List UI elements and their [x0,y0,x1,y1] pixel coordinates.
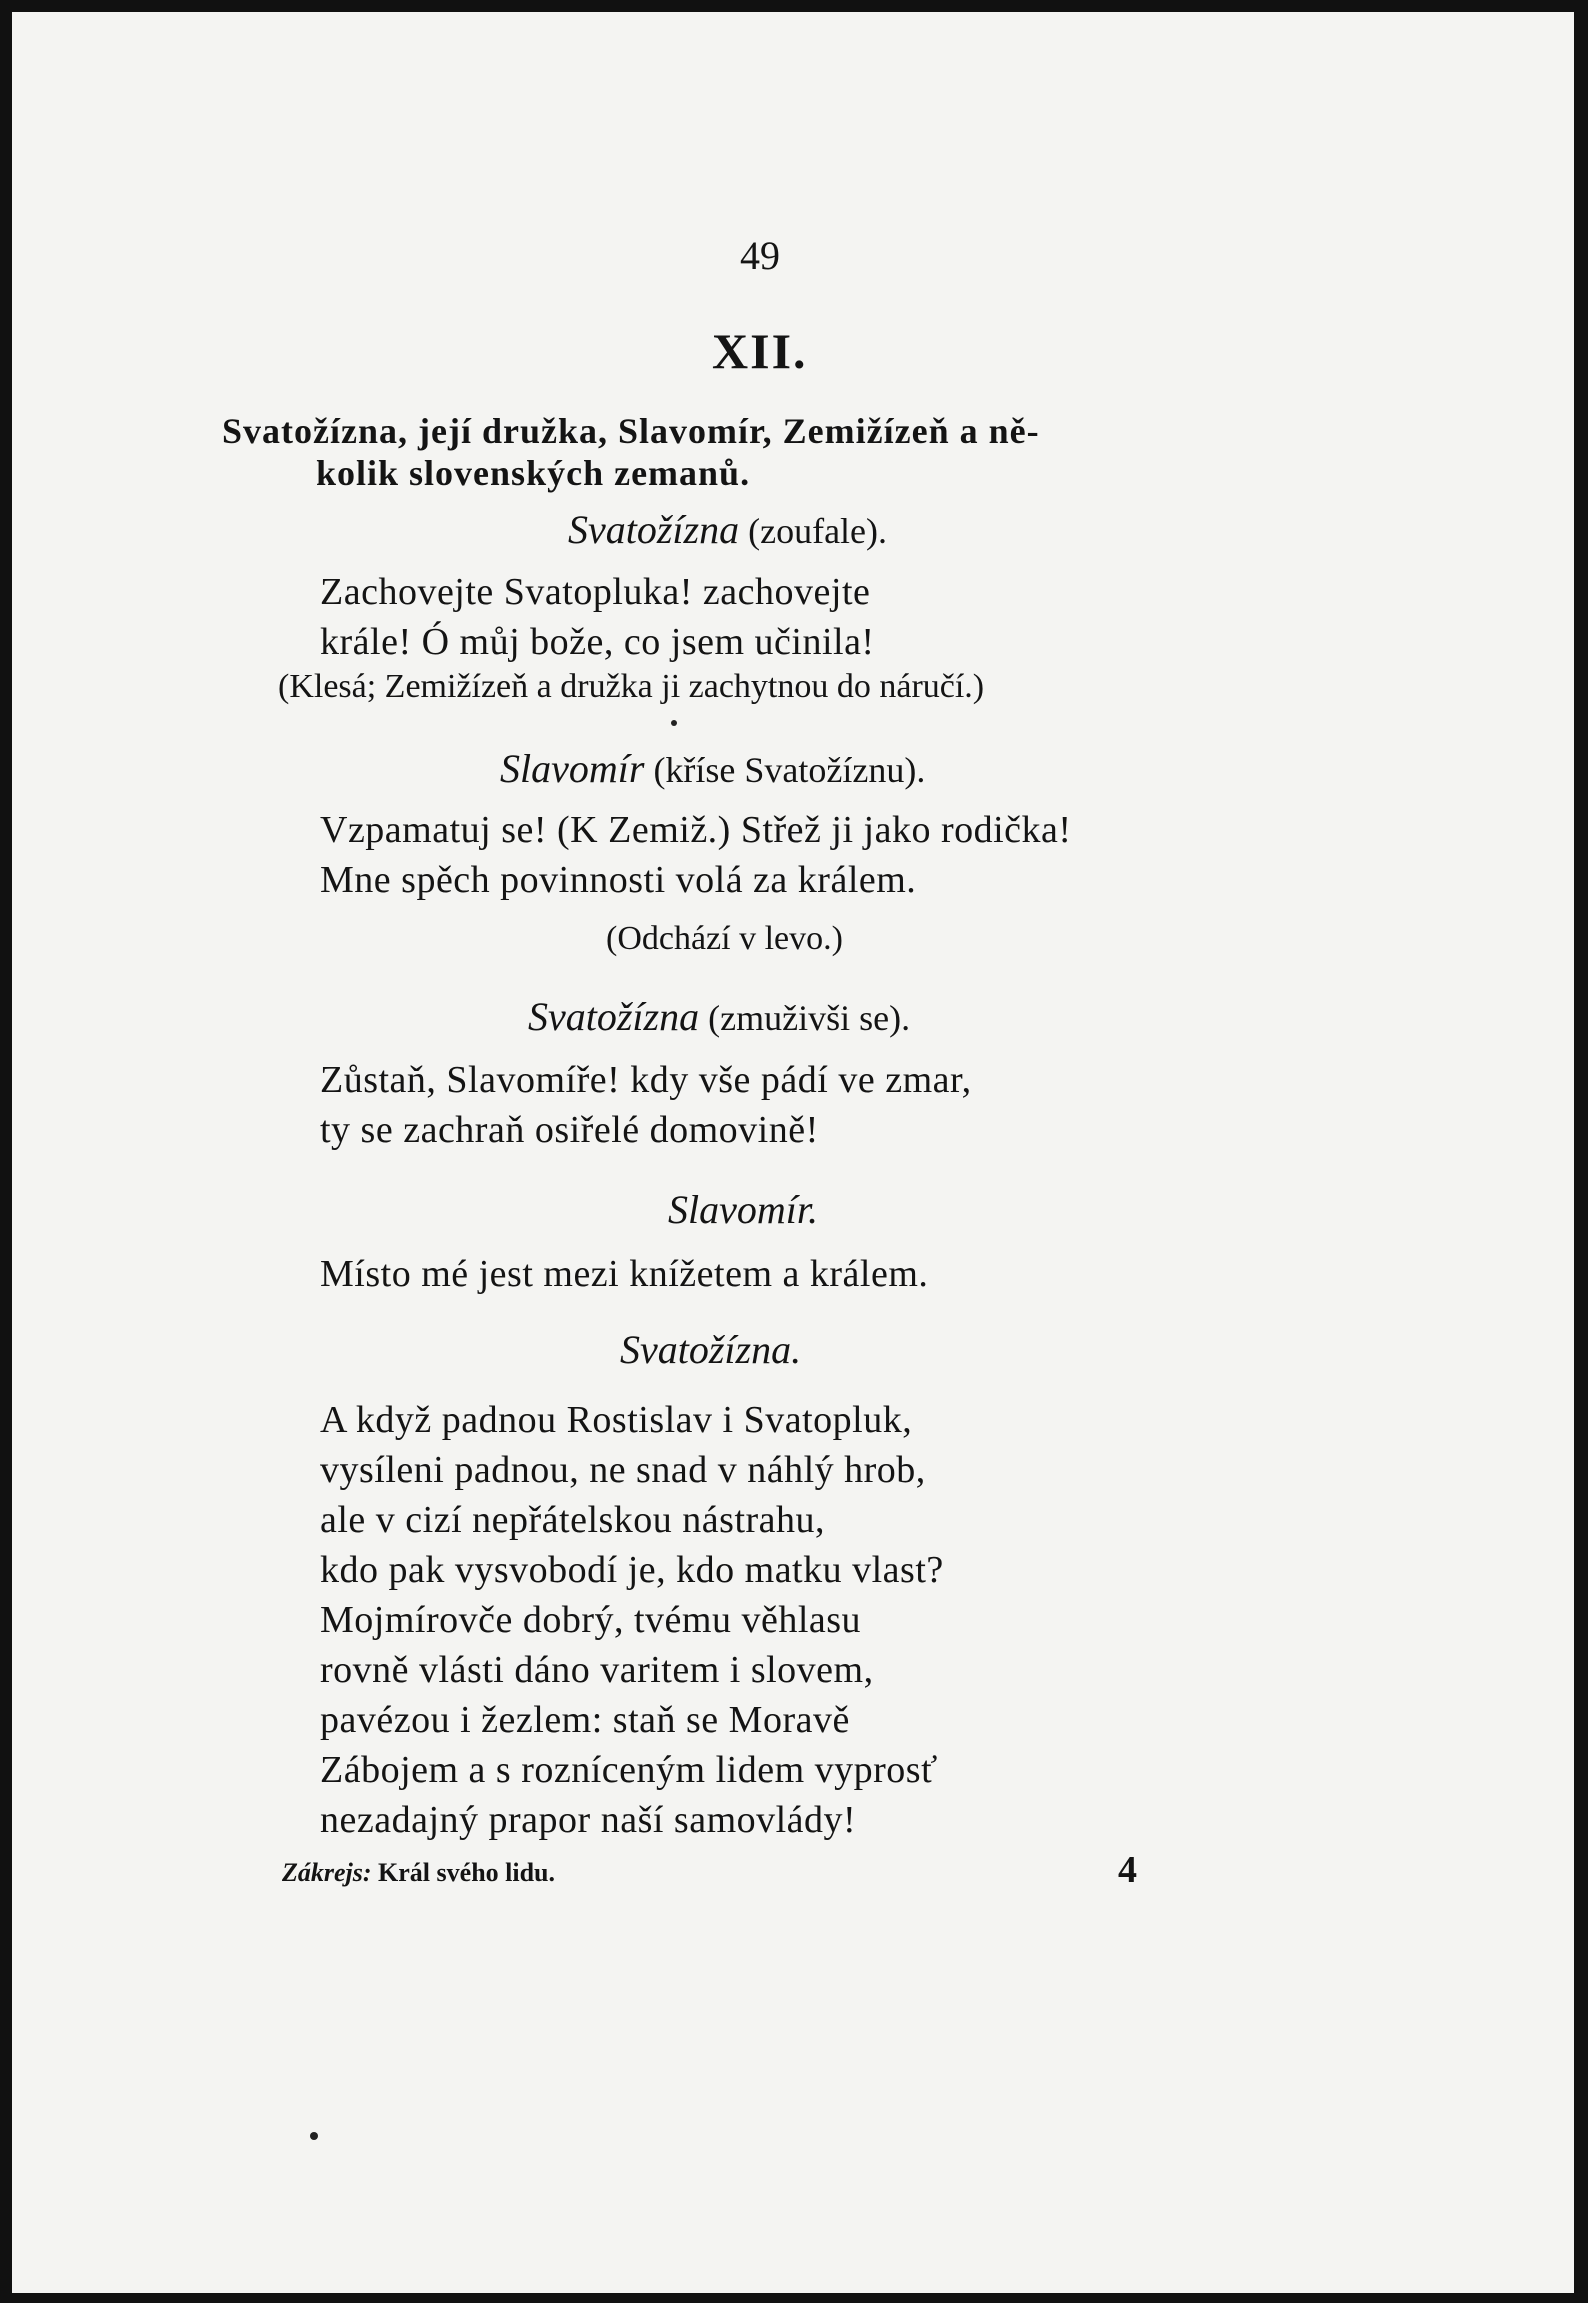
footer-title: Král svého lidu. [378,1858,556,1887]
verse-line: krále! Ó můj bože, co jsem učinila! [320,621,875,663]
verse-line: pavézou i žezlem: staň se Moravě [320,1699,850,1741]
scan-border-left [0,0,12,2303]
verse-line: Zábojem a s rozníceným lidem vyprosť [320,1749,938,1791]
verse-line: nezadajný prapor naší samovlády! [320,1799,857,1841]
scan-border-right [1574,0,1588,2303]
speaker-name: Svatožízna [528,994,700,1039]
verse-line: vysíleni padnou, ne snad v náhlý hrob, [320,1449,926,1491]
speaker-name: Svatožízna. [620,1327,802,1372]
page-number: 49 [740,233,780,278]
stage-direction: (křísе Svatožíznu). [653,750,926,790]
stage-direction: (zmuživši se). [708,998,911,1038]
speaker-heading [620,1326,801,1373]
stage-direction: (Klesá; Zemižízeň a družka ji zachytnou do náručí.) [278,668,985,705]
speaker-name: Svatožízna [568,507,740,552]
verse-line: rovně vlásti dáno varitem i slovem, [320,1649,874,1691]
chapter-heading: XII. [712,323,808,379]
scan-speck [310,2132,318,2140]
verse-line: Mne spěch povinnosti volá za králem. [320,859,917,901]
verse-line: kdo pak vysvobodí je, kdo matku vlast? [320,1549,944,1591]
cast-line-1: Svatožízna, její družka, Slavomír, Zemižízeň a ně- [222,411,1040,451]
verse-line: Vzpamatuj se! (K Zemiž.) Střež ji jako rodička! [320,809,1072,851]
scan-speck [671,720,677,726]
stage-direction: (zoufale). [748,511,888,551]
verse-line: Mojmírovče dobrý, tvému věhlasu [320,1599,862,1641]
speaker-heading [528,993,910,1040]
scan-border-top [0,0,1588,12]
signature-mark: 4 [1118,1849,1137,1891]
verse-line: ale v cizí nepřátelskou nástrahu, [320,1499,826,1541]
speaker-name: Slavomír. [668,1187,818,1232]
verse-line: Místo mé jest mezi knížetem a králem. [320,1253,929,1295]
speaker-heading [668,1186,818,1233]
verse-line: A když padnou Rostislav i Svatopluk, [320,1399,913,1441]
footer-author: Zákrejs: [282,1858,372,1887]
cast-line-2: kolik slovenských zemanů. [316,453,751,493]
verse-line: Zůstaň, Slavomíře! kdy vše pádí ve zmar, [320,1059,972,1101]
verse-line: Zachovejte Svatopluka! zachovejte [320,571,871,613]
speaker-heading [568,506,887,553]
scan-border-bottom [0,2293,1588,2303]
footer-imprint [282,1858,555,1888]
speaker-name: Slavomír [500,746,645,791]
speaker-heading [500,745,925,792]
verse-line: ty se zachraň osiřelé domovině! [320,1109,819,1151]
stage-direction: (Odchází v levo.) [606,920,843,957]
